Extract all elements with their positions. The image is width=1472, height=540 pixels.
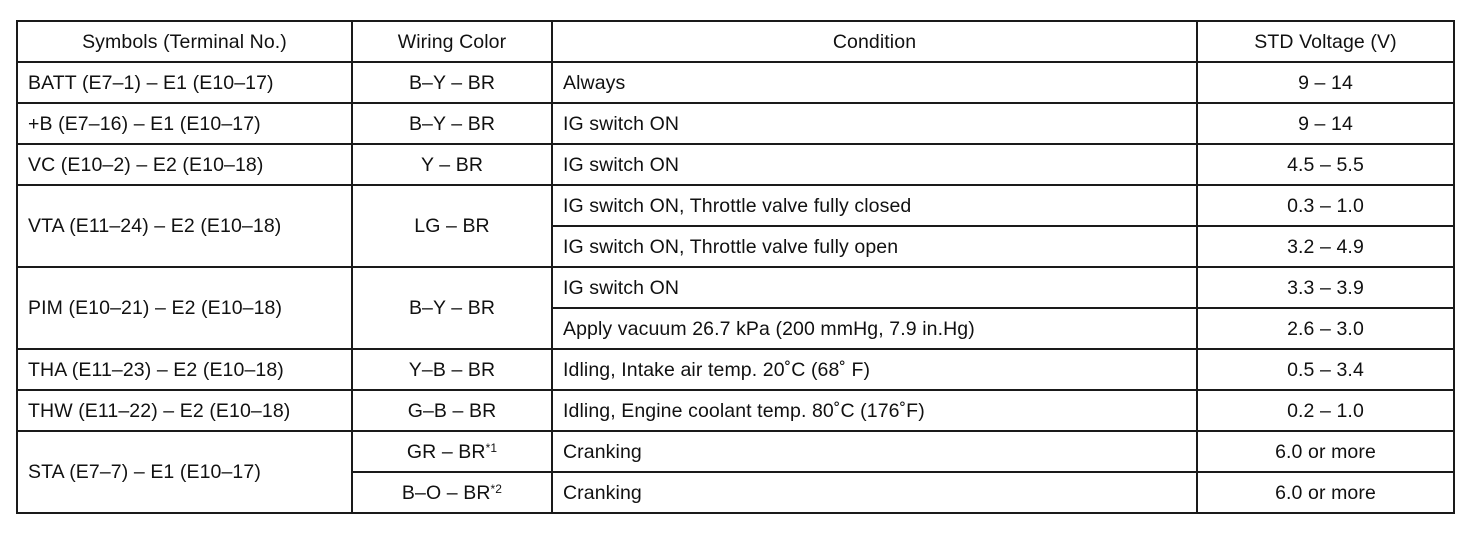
condition-cell: IG switch ON (552, 144, 1197, 185)
wiring-cell: Y – BR (352, 144, 552, 185)
condition-cell: Apply vacuum 26.7 kPa (200 mmHg, 7.9 in.Hg) (552, 308, 1197, 349)
voltage-cell: 0.2 – 1.0 (1197, 390, 1454, 431)
wiring-cell: B–Y – BR (352, 267, 552, 349)
voltage-cell: 3.3 – 3.9 (1197, 267, 1454, 308)
condition-cell: IG switch ON (552, 267, 1197, 308)
wiring-text: B–O – BR (401, 481, 491, 504)
header-condition: Condition (552, 21, 1197, 62)
table-row (17, 144, 1454, 185)
voltage-cell: 0.3 – 1.0 (1197, 185, 1454, 226)
symbol-cell: BATT (E7–1) – E1 (E10–17) (17, 62, 352, 103)
wiring-cell: G–B – BR (352, 390, 552, 431)
symbol-cell: +B (E7–16) – E1 (E10–17) (17, 103, 352, 144)
voltage-cell: 3.2 – 4.9 (1197, 226, 1454, 267)
header-std-voltage: STD Voltage (V) (1197, 21, 1454, 62)
header-wiring-color: Wiring Color (352, 21, 552, 62)
terminal-voltage-table (16, 20, 1455, 514)
table-header-row (17, 21, 1454, 62)
table-row (17, 349, 1454, 390)
wiring-cell: B–Y – BR (352, 103, 552, 144)
condition-cell: Cranking (552, 431, 1197, 472)
wiring-cell: B–Y – BR (352, 62, 552, 103)
symbol-cell: VTA (E11–24) – E2 (E10–18) (17, 185, 352, 267)
table-row (17, 62, 1454, 103)
wiring-cell (352, 431, 552, 472)
voltage-cell: 0.5 – 3.4 (1197, 349, 1454, 390)
symbol-cell: PIM (E10–21) – E2 (E10–18) (17, 267, 352, 349)
voltage-cell: 6.0 or more (1197, 472, 1454, 513)
condition-cell: IG switch ON, Throttle valve fully open (552, 226, 1197, 267)
voltage-cell: 2.6 – 3.0 (1197, 308, 1454, 349)
voltage-cell: 4.5 – 5.5 (1197, 144, 1454, 185)
symbol-cell: THW (E11–22) – E2 (E10–18) (17, 390, 352, 431)
table-row (17, 267, 1454, 308)
condition-cell: Idling, Engine coolant temp. 80˚C (176˚F) (552, 390, 1197, 431)
condition-cell: IG switch ON (552, 103, 1197, 144)
condition-cell: Idling, Intake air temp. 20˚C (68˚ F) (552, 349, 1197, 390)
voltage-cell: 9 – 14 (1197, 62, 1454, 103)
wiring-cell: Y–B – BR (352, 349, 552, 390)
condition-cell: Cranking (552, 472, 1197, 513)
table-row (17, 185, 1454, 226)
symbol-cell: THA (E11–23) – E2 (E10–18) (17, 349, 352, 390)
condition-cell: IG switch ON, Throttle valve fully closed (552, 185, 1197, 226)
symbol-cell: STA (E7–7) – E1 (E10–17) (17, 431, 352, 513)
voltage-cell: 9 – 14 (1197, 103, 1454, 144)
voltage-cell: 6.0 or more (1197, 431, 1454, 472)
wiring-text: GR – BR (406, 440, 486, 463)
table-row (17, 103, 1454, 144)
symbol-cell: VC (E10–2) – E2 (E10–18) (17, 144, 352, 185)
table-row (17, 431, 1454, 472)
wiring-cell (352, 472, 552, 513)
table-row (17, 390, 1454, 431)
header-symbols: Symbols (Terminal No.) (17, 21, 352, 62)
wiring-cell: LG – BR (352, 185, 552, 267)
footnote-marker: *1 (485, 440, 498, 455)
condition-cell: Always (552, 62, 1197, 103)
footnote-marker: *2 (490, 481, 503, 496)
